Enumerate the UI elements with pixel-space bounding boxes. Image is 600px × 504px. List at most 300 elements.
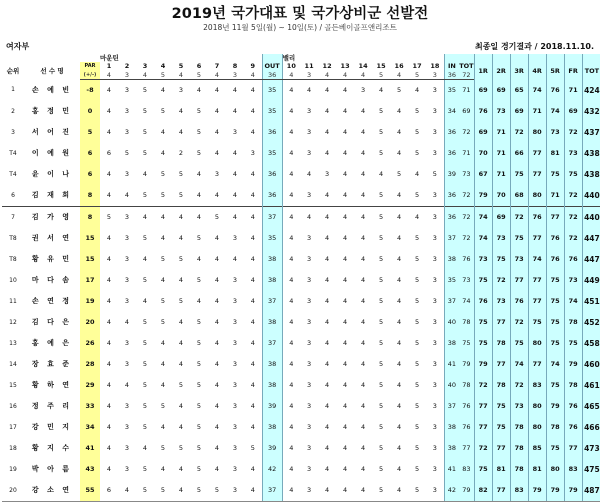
hole-score: 5 <box>415 255 420 264</box>
hole-score: 4 <box>397 360 402 369</box>
hole-par: 4 <box>100 71 118 80</box>
round-score: 76 <box>564 417 582 438</box>
hole-score: 5 <box>178 381 184 390</box>
hole-score: 4 <box>250 234 255 243</box>
hole-score: 4 <box>214 107 220 116</box>
hole-score: 5 <box>415 339 420 348</box>
round-score: 75 <box>474 459 492 480</box>
hole-score: 5 <box>178 255 184 264</box>
player-name: 강 민 지 <box>31 423 73 431</box>
tot-score: 79 <box>459 354 474 375</box>
hole-score: 3 <box>232 128 238 137</box>
hole-header: 15 <box>376 62 386 71</box>
round-score: 72 <box>510 312 528 333</box>
hole-score: 4 <box>250 339 255 348</box>
hole-score: 4 <box>160 465 166 474</box>
hole-score: 4 <box>190 207 208 229</box>
total-score: 458 <box>582 333 600 354</box>
hole-score: 4 <box>106 128 112 137</box>
par-cell: 15 <box>80 249 100 270</box>
hole-score: 4 <box>289 402 294 411</box>
hole-score: 5 <box>379 360 384 369</box>
round-score: 73 <box>510 396 528 417</box>
par-cell: 33 <box>80 396 100 417</box>
player-name: 황 유 민 <box>31 255 73 263</box>
hole-score: 3 <box>300 480 318 502</box>
hole-score: 3 <box>432 423 437 432</box>
hole-score: 3 <box>426 480 444 502</box>
hole-score: 4 <box>178 423 184 432</box>
table-row <box>2 459 600 480</box>
round-score: 75 <box>546 312 564 333</box>
hole-score: 4 <box>397 107 402 116</box>
round-score: 75 <box>492 396 510 417</box>
hole-score: 4 <box>214 339 220 348</box>
hole-score: 5 <box>379 423 384 432</box>
out-score: 38 <box>262 270 282 291</box>
hole-score: 5 <box>196 318 202 327</box>
hole-score: 4 <box>343 86 348 95</box>
in-score: 36 <box>444 185 459 207</box>
hole-score: 4 <box>289 234 294 243</box>
hole-score: 3 <box>124 297 130 306</box>
hole-score: 4 <box>379 170 384 179</box>
hole-par: 5 <box>408 71 426 80</box>
hole-score: 4 <box>250 255 255 264</box>
round-score: 69 <box>564 101 582 122</box>
in-score: 38 <box>444 438 459 459</box>
hole-score: 4 <box>343 255 348 264</box>
hole-score: 4 <box>318 207 336 229</box>
round-score: 79 <box>546 396 564 417</box>
par-cell: 55 <box>80 480 100 502</box>
hole-score: 5 <box>372 207 390 229</box>
hole-score: 4 <box>136 207 154 229</box>
round-score: 72 <box>510 207 528 229</box>
in-score: 38 <box>444 249 459 270</box>
tot-score: 72 <box>459 185 474 207</box>
round-score: 76 <box>474 101 492 122</box>
hole-score: 3 <box>432 128 437 137</box>
hole-score: 3 <box>432 381 437 390</box>
col-player: 선 수 명 <box>40 66 64 75</box>
hole-par: 4 <box>244 71 262 80</box>
hole-par: 3 <box>426 71 444 80</box>
hole-score: 3 <box>307 234 312 243</box>
hole-score: 4 <box>142 297 148 306</box>
out-score: 37 <box>262 207 282 229</box>
hole-score: 3 <box>232 234 238 243</box>
hole-score: 5 <box>196 234 202 243</box>
hole-score: 4 <box>325 149 330 158</box>
table-row <box>2 480 600 502</box>
hole-score: 4 <box>178 339 184 348</box>
round-score: 70 <box>492 185 510 207</box>
table-row <box>2 143 600 164</box>
round-score: 73 <box>564 143 582 164</box>
table-row <box>2 396 600 417</box>
out-score: 35 <box>262 101 282 122</box>
hole-score: 4 <box>250 360 255 369</box>
hole-score: 4 <box>214 465 220 474</box>
hole-score: 5 <box>379 444 384 453</box>
hole-score: 5 <box>100 207 118 229</box>
par-cell: 6 <box>80 164 100 185</box>
round-score: 74 <box>474 228 492 249</box>
hole-score: 5 <box>142 86 148 95</box>
hole-score: 4 <box>289 318 294 327</box>
hole-score: 3 <box>307 381 312 390</box>
table-row <box>2 122 600 143</box>
hole-score: 3 <box>232 297 238 306</box>
hole-score: 3 <box>124 255 130 264</box>
hole-score: 4 <box>397 128 402 137</box>
hole-score: 3 <box>307 318 312 327</box>
round-score: 73 <box>474 249 492 270</box>
out-score: 37 <box>262 480 282 502</box>
hole-score: 3 <box>432 297 437 306</box>
hole-score: 3 <box>232 276 238 285</box>
hole-score: 4 <box>325 234 330 243</box>
hole-score: 3 <box>432 465 437 474</box>
hole-score: 4 <box>196 191 202 200</box>
player-name: 김 다 은 <box>31 318 73 326</box>
hole-score: 4 <box>226 207 244 229</box>
hole-score: 3 <box>307 297 312 306</box>
hole-score: 4 <box>106 297 112 306</box>
hole-score: 5 <box>160 170 166 179</box>
hole-score: 4 <box>343 276 348 285</box>
hole-score: 5 <box>154 480 172 502</box>
hole-score: 4 <box>289 297 294 306</box>
hole-par: 3 <box>118 71 136 80</box>
round-score: 69 <box>492 80 510 102</box>
hole-score: 4 <box>361 318 366 327</box>
hole-score: 4 <box>160 423 166 432</box>
out-score: 37 <box>262 291 282 312</box>
hole-header: 6 <box>196 62 202 71</box>
out-score: 35 <box>262 228 282 249</box>
hole-par: 5 <box>154 71 172 80</box>
table-row <box>2 249 600 270</box>
total-score: 447 <box>582 228 600 249</box>
hole-score: 4 <box>282 207 300 229</box>
hole-score: 4 <box>178 318 184 327</box>
hole-score: 4 <box>343 360 348 369</box>
round-score: 77 <box>474 417 492 438</box>
round-score: 69 <box>492 207 510 229</box>
hole-score: 4 <box>361 360 366 369</box>
round-score: 73 <box>492 291 510 312</box>
hole-score: 4 <box>214 297 220 306</box>
round-score: 71 <box>528 101 546 122</box>
rank-cell: 16 <box>9 402 17 410</box>
hole-header: 8 <box>232 62 238 71</box>
player-name: 장 효 준 <box>31 360 73 368</box>
hole-score: 3 <box>307 360 312 369</box>
table-row <box>2 80 600 102</box>
hole-score: 3 <box>432 402 437 411</box>
hole-header: 9 <box>250 62 256 71</box>
hole-score: 4 <box>250 128 255 137</box>
rank-cell: T8 <box>9 234 17 242</box>
round-score: 77 <box>546 207 564 229</box>
round-score: 72 <box>474 375 492 396</box>
hole-score: 4 <box>244 480 262 502</box>
hole-score: 4 <box>106 191 112 200</box>
hole-score: 4 <box>232 255 238 264</box>
in-score: 35 <box>444 270 459 291</box>
hole-score: 4 <box>361 149 366 158</box>
hole-score: 4 <box>142 444 148 453</box>
hole-score: 5 <box>196 107 202 116</box>
tot-score: 76 <box>459 249 474 270</box>
total-score: 449 <box>582 270 600 291</box>
round-score: 73 <box>492 228 510 249</box>
hole-score: 4 <box>343 339 348 348</box>
hole-score: 4 <box>106 423 112 432</box>
round-score: 75 <box>546 164 564 185</box>
hole-par: 4 <box>390 71 408 80</box>
in-score: 37 <box>444 228 459 249</box>
hole-score: 5 <box>196 444 202 453</box>
hole-score: 4 <box>343 191 348 200</box>
hole-score: 5 <box>178 170 184 179</box>
round-score: 78 <box>510 417 528 438</box>
hole-score: 3 <box>124 465 130 474</box>
hole-score: 4 <box>160 360 166 369</box>
hole-score: 4 <box>343 402 348 411</box>
hole-score: 5 <box>136 480 154 502</box>
hole-score: 5 <box>142 402 148 411</box>
hole-score: 4 <box>343 234 348 243</box>
hole-score: 5 <box>142 423 148 432</box>
par-cell: 29 <box>80 375 100 396</box>
hole-score: 4 <box>318 480 336 502</box>
hole-score: 4 <box>361 444 366 453</box>
tot-score: 75 <box>459 333 474 354</box>
round-score: 76 <box>546 228 564 249</box>
hole-score: 4 <box>106 381 112 390</box>
player-name: 강 소 연 <box>24 480 80 502</box>
hole-score: 4 <box>325 465 330 474</box>
hole-score: 4 <box>106 276 112 285</box>
hole-score: 4 <box>244 207 262 229</box>
table-row <box>2 207 600 229</box>
hole-score: 3 <box>124 402 130 411</box>
hole-score: 4 <box>415 170 420 179</box>
par-cell: -8 <box>80 80 100 102</box>
total-score: 424 <box>582 80 600 102</box>
round-score: 76 <box>546 80 564 102</box>
hole-score: 4 <box>343 128 348 137</box>
round-score: 78 <box>492 333 510 354</box>
hole-par-in: 36 <box>444 71 459 80</box>
rank-cell: T4 <box>9 170 17 178</box>
hole-score: 4 <box>390 207 408 229</box>
hole-score: 5 <box>196 402 202 411</box>
tot-score: 76 <box>459 417 474 438</box>
hole-score: 3 <box>432 149 437 158</box>
hole-score: 4 <box>397 465 402 474</box>
event-subtitle: 2018년 11월 5일(월) ~ 10일(토) / 골든베이골프앤리조트 <box>203 23 397 32</box>
total-score: 440 <box>582 207 600 229</box>
hole-score: 5 <box>190 480 208 502</box>
hole-score: 5 <box>379 465 384 474</box>
hole-score: 4 <box>160 234 166 243</box>
rank-cell: T4 <box>9 149 17 157</box>
hole-score: 4 <box>289 444 294 453</box>
hole-score: 4 <box>397 444 402 453</box>
round-score: 75 <box>528 312 546 333</box>
hole-score: 4 <box>343 318 348 327</box>
round-score: 69 <box>474 122 492 143</box>
hole-par: 4 <box>208 71 226 80</box>
hole-score: 4 <box>289 149 294 158</box>
round-score: 73 <box>564 270 582 291</box>
rank-cell: 14 <box>9 360 17 368</box>
hole-score: 4 <box>289 191 294 200</box>
total-score: 475 <box>582 459 600 480</box>
result-label: 최종일 경기결과 / 2018.11.10. <box>474 42 594 51</box>
hole-score: 4 <box>361 107 366 116</box>
player-name: 손 연 정 <box>31 297 73 305</box>
hole-score: 3 <box>124 423 130 432</box>
hole-score: 4 <box>289 360 294 369</box>
total-score: 438 <box>582 143 600 164</box>
hole-score: 4 <box>300 207 318 229</box>
hole-score: 4 <box>196 297 202 306</box>
round-score: 77 <box>528 164 546 185</box>
in-score: 41 <box>444 354 459 375</box>
hole-score: 4 <box>325 297 330 306</box>
round-score: 75 <box>510 333 528 354</box>
round-score: 74 <box>528 80 546 102</box>
col-round: 5R <box>546 62 564 80</box>
hole-score: 4 <box>307 86 312 95</box>
hole-score: 4 <box>250 191 255 200</box>
round-score: 82 <box>474 480 492 502</box>
hole-score: 5 <box>408 480 426 502</box>
hole-score: 5 <box>250 444 255 453</box>
hole-score: 3 <box>432 339 437 348</box>
hole-score: 4 <box>214 318 220 327</box>
hole-score: 5 <box>196 149 202 158</box>
hole-par: 4 <box>172 71 190 80</box>
hole-score: 5 <box>196 423 202 432</box>
par-cell: 19 <box>80 291 100 312</box>
round-score: 69 <box>510 101 528 122</box>
player-name: 홍 정 민 <box>31 107 73 115</box>
round-score: 75 <box>546 333 564 354</box>
hole-score: 3 <box>124 339 130 348</box>
hole-score: 4 <box>397 149 402 158</box>
hole-score: 4 <box>118 480 136 502</box>
hole-score: 4 <box>214 402 220 411</box>
hole-score: 4 <box>325 444 330 453</box>
hole-score: 4 <box>214 128 220 137</box>
total-score: 452 <box>582 312 600 333</box>
hole-score: 5 <box>160 402 166 411</box>
hole-score: 4 <box>160 86 166 95</box>
round-score: 73 <box>492 101 510 122</box>
round-score: 72 <box>474 438 492 459</box>
hole-score: 5 <box>379 128 384 137</box>
hole-score: 5 <box>415 191 420 200</box>
round-score: 81 <box>492 459 510 480</box>
round-score: 72 <box>564 122 582 143</box>
hole-score: 4 <box>343 149 348 158</box>
round-score: 79 <box>528 480 546 502</box>
hole-score: 5 <box>178 191 184 200</box>
hole-score: 5 <box>196 276 202 285</box>
hole-score: 4 <box>232 170 238 179</box>
hole-score: 5 <box>142 339 148 348</box>
round-score: 71 <box>564 80 582 102</box>
hole-score: 3 <box>232 423 238 432</box>
hole-score: 5 <box>379 149 384 158</box>
hole-score: 4 <box>343 444 348 453</box>
player-name: 정 주 리 <box>31 402 73 410</box>
hole-score: 4 <box>325 255 330 264</box>
tot-score: 72 <box>459 207 474 229</box>
hole-score: 5 <box>379 339 384 348</box>
rank-cell: 15 <box>9 381 17 389</box>
hole-score: 5 <box>160 318 166 327</box>
in-score: 41 <box>444 459 459 480</box>
hole-score: 4 <box>232 149 238 158</box>
rank-cell: 11 <box>9 297 17 305</box>
in-score: 34 <box>444 101 459 122</box>
hole-score: 5 <box>379 255 384 264</box>
hole-score: 5 <box>196 339 202 348</box>
hole-score: 2 <box>178 149 184 158</box>
round-score: 83 <box>564 459 582 480</box>
hole-score: 4 <box>250 107 255 116</box>
hole-score: 4 <box>106 318 112 327</box>
total-score: 473 <box>582 438 600 459</box>
round-score: 68 <box>510 185 528 207</box>
hole-score: 4 <box>106 170 112 179</box>
par-cell: 34 <box>80 417 100 438</box>
col-round: FR <box>564 62 582 80</box>
hole-score: 5 <box>415 465 420 474</box>
col-out: OUT <box>262 62 282 71</box>
round-score: 77 <box>492 312 510 333</box>
hole-score: 4 <box>178 465 184 474</box>
col-round: 2R <box>492 62 510 80</box>
player-name: 황 하 연 <box>31 381 73 389</box>
in-score: 42 <box>444 480 459 502</box>
hole-score: 4 <box>343 107 348 116</box>
par-cell: 5 <box>80 122 100 143</box>
hole-score: 4 <box>325 339 330 348</box>
round-score: 80 <box>528 122 546 143</box>
round-score: 78 <box>510 438 528 459</box>
col-par-sub: (+/-) <box>80 71 100 80</box>
hole-score: 5 <box>142 149 148 158</box>
hole-score: 5 <box>415 234 420 243</box>
table-row <box>2 164 600 185</box>
hole-score: 4 <box>106 465 112 474</box>
hole-score: 5 <box>415 107 420 116</box>
hole-score: 3 <box>432 276 437 285</box>
round-score: 79 <box>564 354 582 375</box>
hole-score: 5 <box>160 444 166 453</box>
hole-score: 4 <box>106 444 112 453</box>
hole-score: 4 <box>232 107 238 116</box>
hole-score: 5 <box>379 107 384 116</box>
